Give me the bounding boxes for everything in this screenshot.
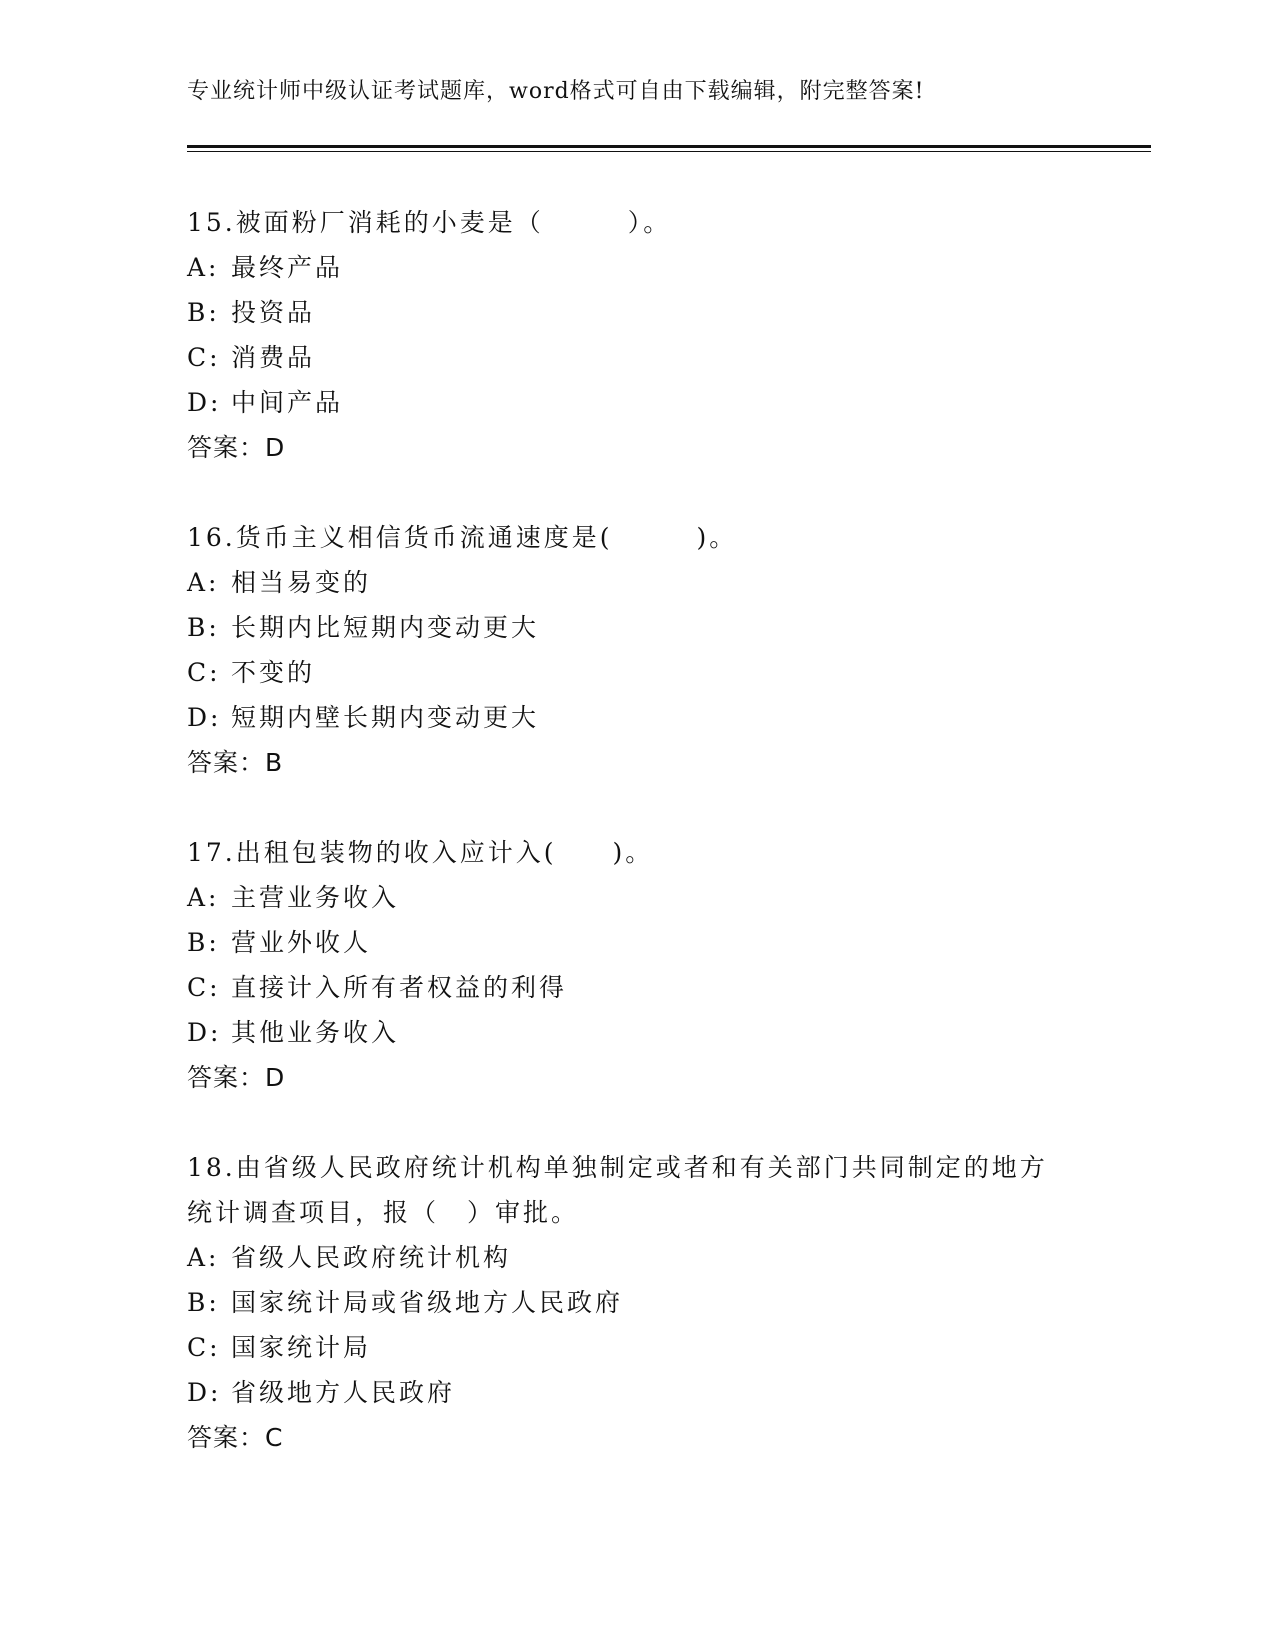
answer-line: 答案：D [187,1063,286,1092]
option-d [187,380,1087,425]
question-stem: 15.被面粉厂消耗的小麦是（ ）。 [187,208,672,237]
question-17 [187,830,1087,1100]
answer-line: 答案：C [187,1423,284,1452]
option-a [187,875,1087,920]
option-text: 相当易变的 [231,568,372,597]
option-d [187,695,1087,740]
option-b [187,1280,1067,1325]
question-15 [187,200,1087,470]
option-text: 其他业务收入 [231,1018,400,1047]
answer-line: 答案：D [187,433,286,462]
option-text: 营业外收人 [231,928,372,957]
option-a [187,560,1087,605]
option-d [187,1370,1067,1415]
option-text: 长期内比短期内变动更大 [231,613,540,642]
option-c [187,965,1087,1010]
option-letter: B: [187,613,220,642]
option-letter: B: [187,928,220,957]
option-letter: B: [187,1288,220,1317]
option-b [187,605,1087,650]
option-b [187,920,1087,965]
option-letter: B: [187,298,220,327]
question-stem: 16.货币主义相信货币流通速度是( )。 [187,523,738,552]
option-text: 中间产品 [231,388,344,417]
question-stem: 17.出租包装物的收入应计入( )。 [187,838,654,867]
option-letter: A: [187,1243,220,1272]
option-text: 投资品 [231,298,316,327]
question-stem: 18.由省级人民政府统计机构单独制定或者和有关部门共同制定的地方统计调查项目，报（ ）审批。 [187,1153,1048,1227]
option-d [187,1010,1087,1055]
option-letter: C: [187,658,221,687]
option-text: 主营业务收入 [231,883,400,912]
document-header: 专业统计师中级认证考试题库，word格式可自由下载编辑，附完整答案! [187,79,925,104]
option-a [187,1235,1067,1280]
option-text: 最终产品 [231,253,344,282]
option-c [187,335,1087,380]
option-letter: D: [187,1018,222,1047]
option-text: 国家统计局 [231,1333,372,1362]
header-rule-thin [187,151,1151,152]
option-letter: A: [187,883,220,912]
option-b [187,290,1087,335]
option-c [187,1325,1067,1370]
option-text: 省级人民政府统计机构 [231,1243,512,1272]
option-text: 直接计入所有者权益的利得 [231,973,568,1002]
option-letter: C: [187,1333,221,1362]
option-letter: A: [187,568,220,597]
question-16 [187,515,1087,785]
option-text: 消费品 [231,343,316,372]
option-text: 省级地方人民政府 [231,1378,456,1407]
option-text: 不变的 [231,658,316,687]
option-letter: D: [187,703,222,732]
option-letter: D: [187,388,222,417]
header-rule-thick [187,145,1151,148]
option-letter: D: [187,1378,222,1407]
option-text: 短期内壁长期内变动更大 [231,703,540,732]
option-c [187,650,1087,695]
option-letter: C: [187,973,221,1002]
question-18 [187,1145,1067,1460]
option-letter: C: [187,343,221,372]
option-letter: A: [187,253,220,282]
option-text: 国家统计局或省级地方人民政府 [231,1288,624,1317]
answer-line: 答案：B [187,748,284,777]
option-a [187,245,1087,290]
